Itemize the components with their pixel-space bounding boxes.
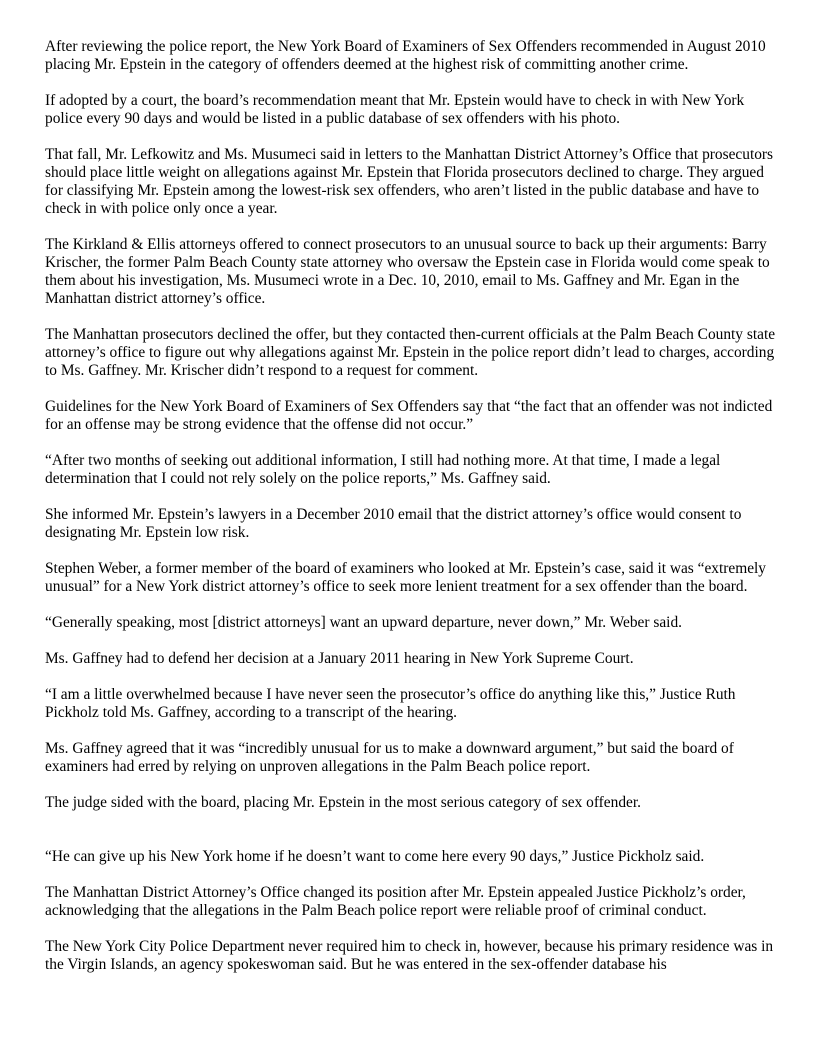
- paragraph-appeal: The Manhattan District Attorney’s Office changed its position after Mr. Epstein appealed Justice Pickholz’s order, acknowledging that the allegations in the Palm Beach police report were reliable proof of criminal conduct.: [45, 884, 746, 919]
- article-body: [45, 38, 777, 992]
- paragraph-prosecutors-declined: The Manhattan prosecutors declined the offer, but they contacted then-current officials at the Palm Beach County state attorney’s office to figure out why allegations against Mr. Epstein in the police report didn’t lead to charges, according to Ms. Gaffney. Mr. Krischer didn’t respond to a request for comment.: [45, 326, 776, 379]
- paragraph-board-recommendation: After reviewing the police report, the New York Board of Examiners of Sex Offenders recommended in August 2010 placing Mr. Epstein in the category of offenders deemed at the highest risk of committing another crime.: [45, 38, 766, 73]
- paragraph-low-risk-email: She informed Mr. Epstein’s lawyers in a December 2010 email that the district attorney’s office would consent to designating Mr. Epstein low risk.: [45, 506, 742, 541]
- paragraph-hearing: Ms. Gaffney had to defend her decision at a January 2011 hearing in New York Supreme Court.: [45, 650, 634, 667]
- paragraph-judge-ruling: The judge sided with the board, placing Mr. Epstein in the most serious category of sex offender.: [45, 794, 641, 811]
- paragraph-gaffney-argument: Ms. Gaffney agreed that it was “incredibly unusual for us to make a downward argument,” but said the board of examiners had erred by relying on unproven allegations in the Palm Beach police report.: [45, 740, 734, 775]
- paragraph-weber-quote: “Generally speaking, most [district attorneys] want an upward departure, never down,” Mr. Weber said.: [45, 614, 682, 631]
- paragraph-pickholz-quote: “I am a little overwhelmed because I have never seen the prosecutor’s office do anything like this,” Justice Ruth Pickholz told Ms. Gaffney, according to a transcript of the hearing.: [45, 686, 736, 721]
- paragraph-lawyer-letters: That fall, Mr. Lefkowitz and Ms. Musumeci said in letters to the Manhattan District Attorney’s Office that prosecutors should place little weight on allegations against Mr. Epstein that Florida prosecutors declined to charge. They argued for classifying Mr. Epstein among the lowest-risk sex offenders, who aren’t listed in the public database and have to check in with police only once a year.: [45, 146, 774, 217]
- paragraph-pickholz-home-quote: “He can give up his New York home if he doesn’t want to come here every 90 days,” Justice Pickholz said.: [45, 848, 705, 865]
- paragraph-weber-statement: Stephen Weber, a former member of the board of examiners who looked at Mr. Epstein’s case, said it was “extremely unusual” for a New York district attorney’s office to seek more lenient treatment for a sex offender than the board.: [45, 560, 766, 595]
- paragraph-nypd-check-in: The New York City Police Department never required him to check in, however, because his primary residence was in the Virgin Islands, an agency spokeswoman said. But he was entered in the sex-offender database his: [45, 938, 774, 973]
- paragraph-kirkland-offer: The Kirkland & Ellis attorneys offered to connect prosecutors to an unusual source to back up their arguments: Barry Krischer, the former Palm Beach County state attorney who oversaw the Epstein case in Florida would come speak to them about his investigation, Ms. Musumeci wrote in a Dec. 10, 2010, email to Ms. Gaffney and Mr. Egan in the Manhattan district attorney’s office.: [45, 236, 770, 307]
- paragraph-board-guidelines: Guidelines for the New York Board of Examiners of Sex Offenders say that “the fact that an offender was not indicted for an offense may be strong evidence that the offense did not occur.”: [45, 398, 773, 433]
- paragraph-gaffney-quote: “After two months of seeking out additional information, I still had nothing more. At that time, I made a legal determination that I could not rely solely on the police reports,” Ms. Gaffney said.: [45, 452, 721, 487]
- paragraph-court-adoption: If adopted by a court, the board’s recommendation meant that Mr. Epstein would have to check in with New York police every 90 days and would be listed in a public database of sex offenders with his photo.: [45, 92, 745, 127]
